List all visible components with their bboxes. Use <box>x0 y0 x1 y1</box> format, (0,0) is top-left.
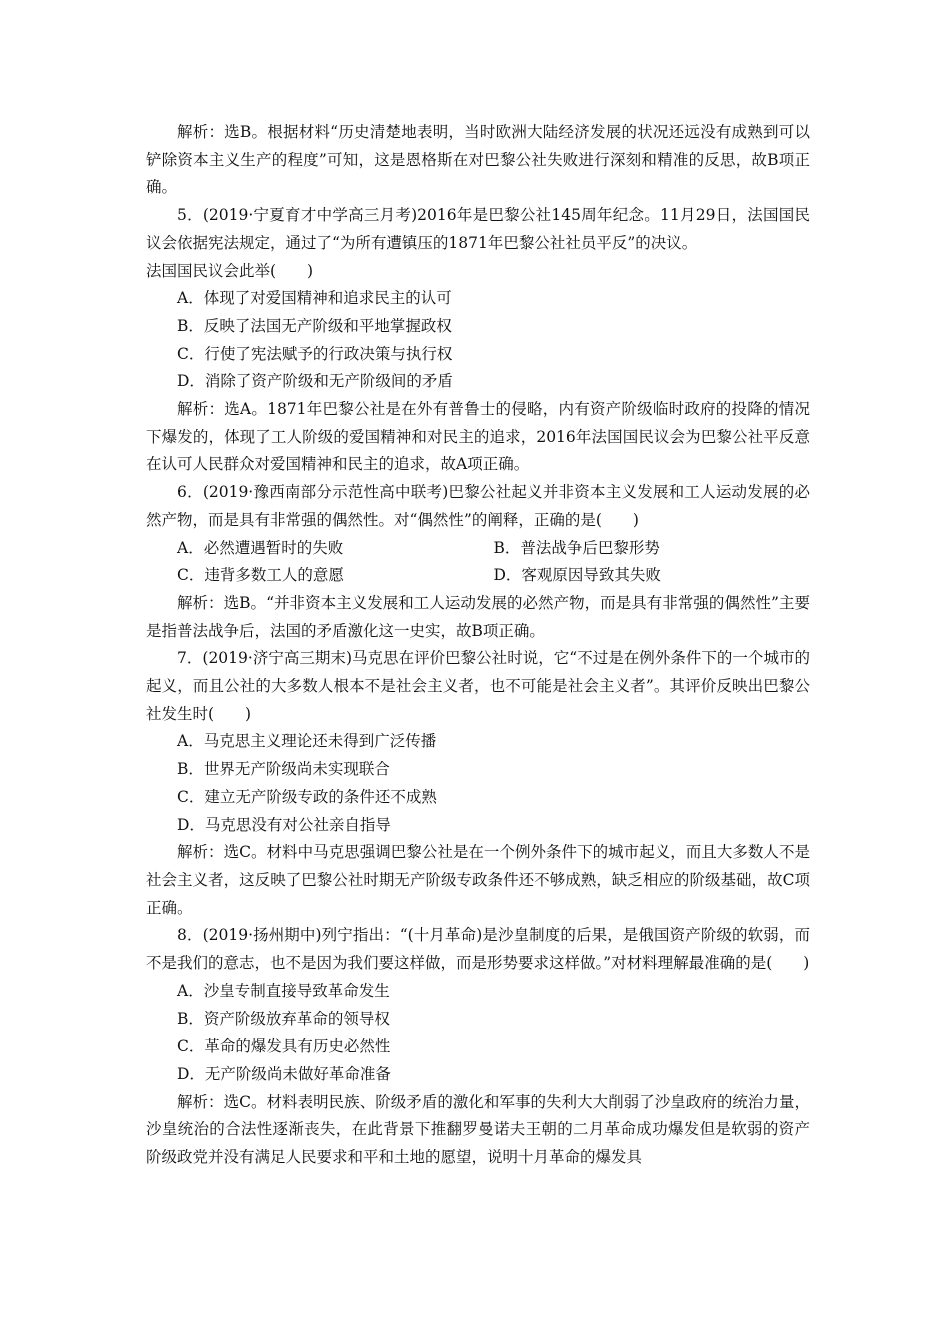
question-8-option-c: C．革命的爆发具有历史必然性 <box>177 1037 391 1056</box>
question-7-option-a: A．马克思主义理论还未得到广泛传播 <box>177 732 437 751</box>
question-8-option-a: A．沙皇专制直接导致革命发生 <box>177 981 390 1000</box>
question-7-stem: 7．(2019·济宁高三期末)马克思在评价巴黎公社时说，它“不过是在例外条件下的一个城市的起义，而且公社的大多数人根本不是社会主义者，也不可能是社会主义者”。其评价反映出巴黎公社发生时( ) <box>146 649 810 723</box>
question-8-option-d: D．无产阶级尚未做好革命准备 <box>177 1064 391 1083</box>
answer-explanation: 解析：选B。根据材料“历史清楚地表明，当时欧洲大陆经济发展的状况还远没有成熟到可以铲除资本主义生产的程度”可知，这是恩格斯在对巴黎公社失败进行深刻和精准的反思，故B项正确。 <box>146 123 810 197</box>
question-6-option-b: B．普法战争后巴黎形势 <box>493 538 660 557</box>
question-5-stem: 5．(2019·宁夏育才中学高三月考)2016年是巴黎公社145周年纪念。11月29日，法国国民议会依据宪法规定，通过了“为所有遭镇压的1871年巴黎公社社员平反”的决议。 法国国民议会此举( ) <box>146 206 810 280</box>
question-5-option-b: B．反映了法国无产阶级和平地掌握政权 <box>177 316 452 335</box>
question-6-option-c: C．违背多数工人的意愿 <box>177 566 344 585</box>
question-5-option-c: C．行使了宪法赋予的行政决策与执行权 <box>177 344 453 363</box>
answer-explanation: 解析：选C。材料中马克思强调巴黎公社是在一个例外条件下的城市起义，而且大多数人不是社会主义者，这反映了巴黎公社时期无产阶级专政条件还不够成熟，缺乏相应的阶级基础，故C项正确。 <box>146 843 810 917</box>
question-5-option-d: D．消除了资产阶级和无产阶级间的矛盾 <box>177 372 453 391</box>
question-5-option-a: A．体现了对爱国精神和追求民主的认可 <box>177 289 452 308</box>
answer-explanation: 解析：选C。材料表明民族、阶级矛盾的激化和军事的失利大大削弱了沙皇政府的统治力量，沙皇统治的合法性逐渐丧失，在此背景下推翻罗曼诺夫王朝的二月革命成功爆发但是软弱的资产阶级政党并没有满足人民要求和平和土地的愿望，说明十月革命的爆发具 <box>146 1092 810 1167</box>
question-7-option-b: B．世界无产阶级尚未实现联合 <box>177 760 390 779</box>
answer-explanation: 解析：选B。“并非资本主义发展和工人运动发展的必然产物，而是具有非常强的偶然性”主要是指普法战争后，法国的矛盾激化这一史实，故B项正确。 <box>146 593 810 640</box>
question-6-stem: 6．(2019·豫西南部分示范性高中联考)巴黎公社起义并非资本主义发展和工人运动发展的必然产物，而是具有非常强的偶然性。对“偶然性”的阐释，正确的是( ) <box>146 483 810 529</box>
question-8-option-b: B．资产阶级放弃革命的领导权 <box>177 1009 390 1028</box>
question-6-options-row-2 <box>146 562 810 590</box>
question-6-option-d: D．客观原因导致其失败 <box>493 566 661 585</box>
question-7-option-d: D．马克思没有对公社亲自指导 <box>177 815 391 834</box>
question-8-stem: 8．(2019·扬州期中)列宁指出：“(十月革命)是沙皇制度的后果，是俄国资产阶级的软弱，而不是我们的意志，也不是因为我们要这样做，而是形势要求这样做。”对材料理解最准确的是( ) <box>146 926 810 973</box>
question-6-options-row-1 <box>146 535 810 563</box>
answer-explanation: 解析：选A。1871年巴黎公社是在外有普鲁士的侵略，内有资产阶级临时政府的投降的情况下爆发的，体现了工人阶级的爱国精神和对民主的追求，2016年法国国民议会为巴黎公社平反意在认可人民群众对爱国精神和民主的追求，故A项正确。 <box>146 400 810 474</box>
question-7-option-c: C．建立无产阶级专政的条件还不成熟 <box>177 787 437 806</box>
question-6-option-a: A．必然遭遇暂时的失败 <box>177 538 344 557</box>
document-page <box>146 119 810 1172</box>
